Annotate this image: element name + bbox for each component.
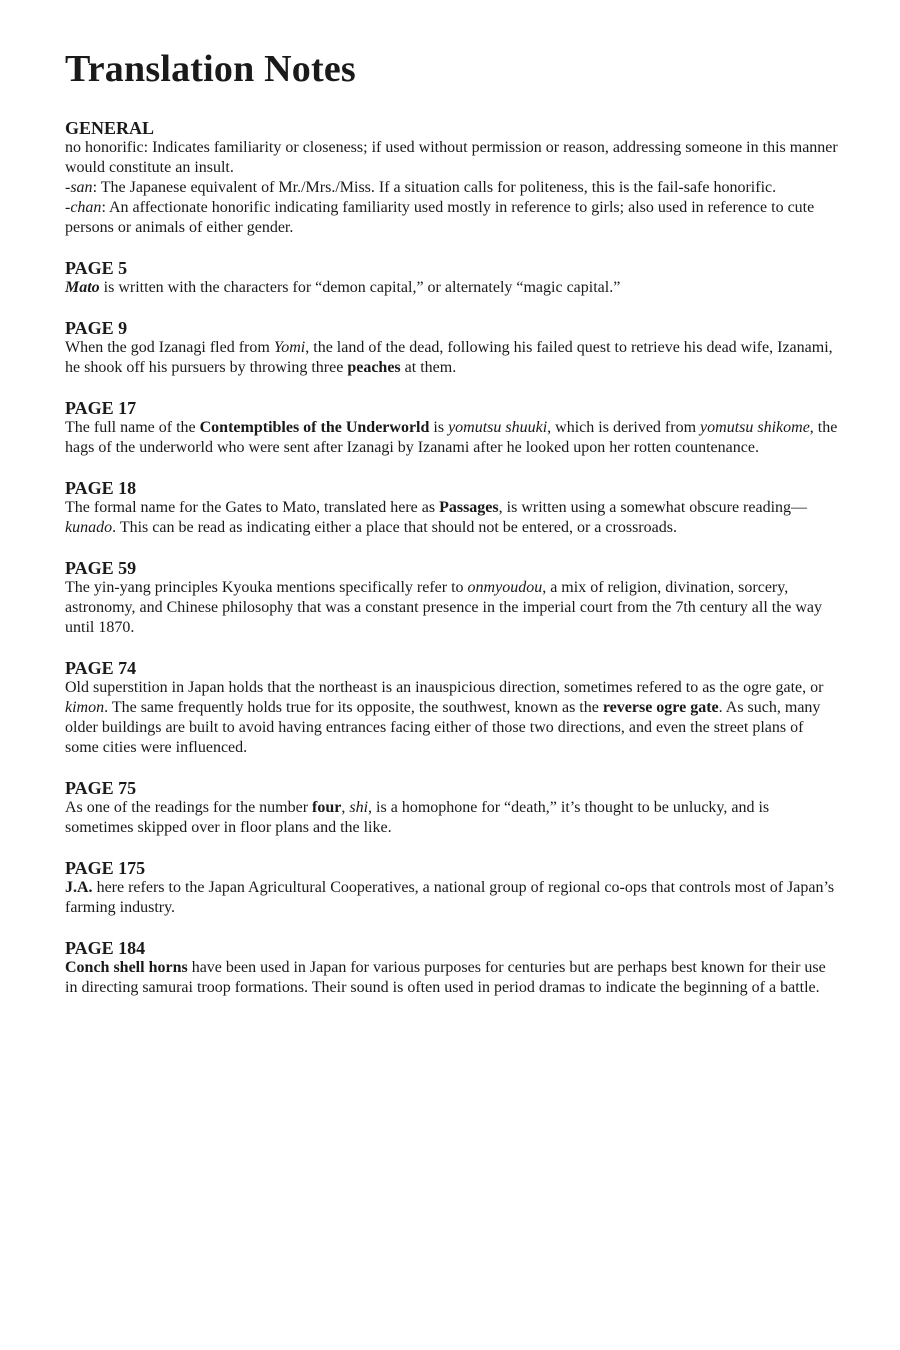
text-run: When the god Izanagi fled from xyxy=(65,338,274,356)
note-section xyxy=(65,118,840,238)
section-heading: PAGE 184 xyxy=(65,937,146,958)
text-run: , which is derived from xyxy=(547,418,701,436)
note-paragraph xyxy=(65,878,840,918)
text-run: , the hags of the underworld who were sent after Izanagi by Izanami after he looked upon her rotten countenance. xyxy=(65,418,838,456)
text-run: at them. xyxy=(400,358,457,376)
note-paragraph xyxy=(65,278,840,298)
note-paragraph xyxy=(65,138,840,178)
note-section xyxy=(65,858,840,918)
text-run: . This can be read as indicating either a place that should not be entered, or a crossroads. xyxy=(112,518,677,536)
text-run: : The Japanese equivalent of Mr./Mrs./Miss. If a situation calls for politeness, this is the fail-safe honorific. xyxy=(92,178,777,196)
emphasized-term: kunado xyxy=(65,518,113,536)
note-paragraph xyxy=(65,498,840,538)
text-run: , is a homophone for “death,” it’s thought to be unlucky, and is sometimes skipped over in floor plans and the like. xyxy=(65,798,770,836)
note-paragraph xyxy=(65,418,840,458)
text-run: The yin-yang principles Kyouka mentions specifically refer to xyxy=(65,578,468,596)
note-paragraph xyxy=(65,958,840,998)
emphasized-term: yomutsu shuuki xyxy=(448,418,548,436)
section-heading: PAGE 59 xyxy=(65,557,137,578)
emphasized-term: Yomi xyxy=(273,338,306,356)
emphasized-term: yomutsu shikome xyxy=(700,418,810,436)
section-heading: PAGE 5 xyxy=(65,257,128,278)
note-paragraph xyxy=(65,338,840,378)
section-heading: PAGE 75 xyxy=(65,777,137,798)
text-run: , the land of the dead, following his failed quest to retrieve his dead wife, Izanami, he shook off his pursuers by throwing three xyxy=(65,338,833,376)
section-heading: PAGE 175 xyxy=(65,857,146,878)
note-section xyxy=(65,318,840,378)
text-run: have been used in Japan for various purposes for centuries but are perhaps best known for their use in directing samurai troop formations. Their sound is often used in period dramas to indicate the beginning of a battle. xyxy=(65,958,826,996)
text-run: here refers to the Japan Agricultural Cooperatives, a national group of regional co-ops that controls most of Japan’s farming industry. xyxy=(65,878,835,916)
note-section xyxy=(65,558,840,638)
page-title: Translation Notes xyxy=(65,48,356,90)
text-run: Old superstition in Japan holds that the northeast is an inauspicious direction, sometimes refered to as the ogre gate, or xyxy=(65,678,824,696)
text-run: , xyxy=(341,798,350,816)
text-run: The full name of the xyxy=(65,418,200,436)
note-paragraph xyxy=(65,198,840,238)
emphasized-term: J.A. xyxy=(65,878,93,896)
note-section xyxy=(65,938,840,998)
section-heading: PAGE 74 xyxy=(65,657,137,678)
section-heading: PAGE 18 xyxy=(65,477,137,498)
note-section xyxy=(65,478,840,538)
text-run: . As such, many older buildings are built to avoid having entrances facing either of those two directions, and even the street plans of some cities were influenced. xyxy=(65,698,821,756)
note-section xyxy=(65,658,840,758)
text-run: , a mix of religion, divination, sorcery, astronomy, and Chinese philosophy that was a constant presence in the imperial court from the 7th century all the way until 1870. xyxy=(65,578,822,636)
note-section xyxy=(65,778,840,838)
notes-list xyxy=(65,118,840,998)
emphasized-term: -chan xyxy=(65,198,102,216)
note-paragraph xyxy=(65,678,840,758)
text-run: is xyxy=(429,418,449,436)
emphasized-term: -san xyxy=(65,178,93,196)
emphasized-term: Mato xyxy=(65,278,100,296)
text-run: : An affectionate honorific indicating familiarity used mostly in reference to girls; also used in reference to cute persons or animals of either gender. xyxy=(65,198,815,236)
note-paragraph xyxy=(65,578,840,638)
emphasized-term: peaches xyxy=(347,358,401,376)
section-heading: PAGE 17 xyxy=(65,397,137,418)
emphasized-term: reverse ogre gate xyxy=(602,698,719,716)
text-run: is written with the characters for “demon capital,” or alternately “magic capital.” xyxy=(99,278,621,296)
text-run: no honorific: Indicates familiarity or closeness; if used without permission or reason, addressing someone in this manner would constitute an insult. xyxy=(65,138,838,176)
note-section xyxy=(65,258,840,298)
emphasized-term: shi xyxy=(349,798,369,816)
emphasized-term: kimon xyxy=(65,698,105,716)
note-paragraph xyxy=(65,798,840,838)
emphasized-term: onmyoudou xyxy=(467,578,543,596)
emphasized-term: four xyxy=(312,798,342,816)
text-run: . The same frequently holds true for its opposite, the southwest, known as the xyxy=(104,698,603,716)
note-paragraph xyxy=(65,178,840,198)
text-run: , is written using a somewhat obscure reading— xyxy=(498,498,808,516)
section-heading: GENERAL xyxy=(65,117,155,138)
emphasized-term: Contemptibles of the Underworld xyxy=(199,418,430,436)
emphasized-term: Passages xyxy=(439,498,499,516)
emphasized-term: Conch shell horns xyxy=(65,958,188,976)
text-run: The formal name for the Gates to Mato, translated here as xyxy=(65,498,440,516)
text-run: As one of the readings for the number xyxy=(65,798,313,816)
note-section xyxy=(65,398,840,458)
section-heading: PAGE 9 xyxy=(65,317,128,338)
